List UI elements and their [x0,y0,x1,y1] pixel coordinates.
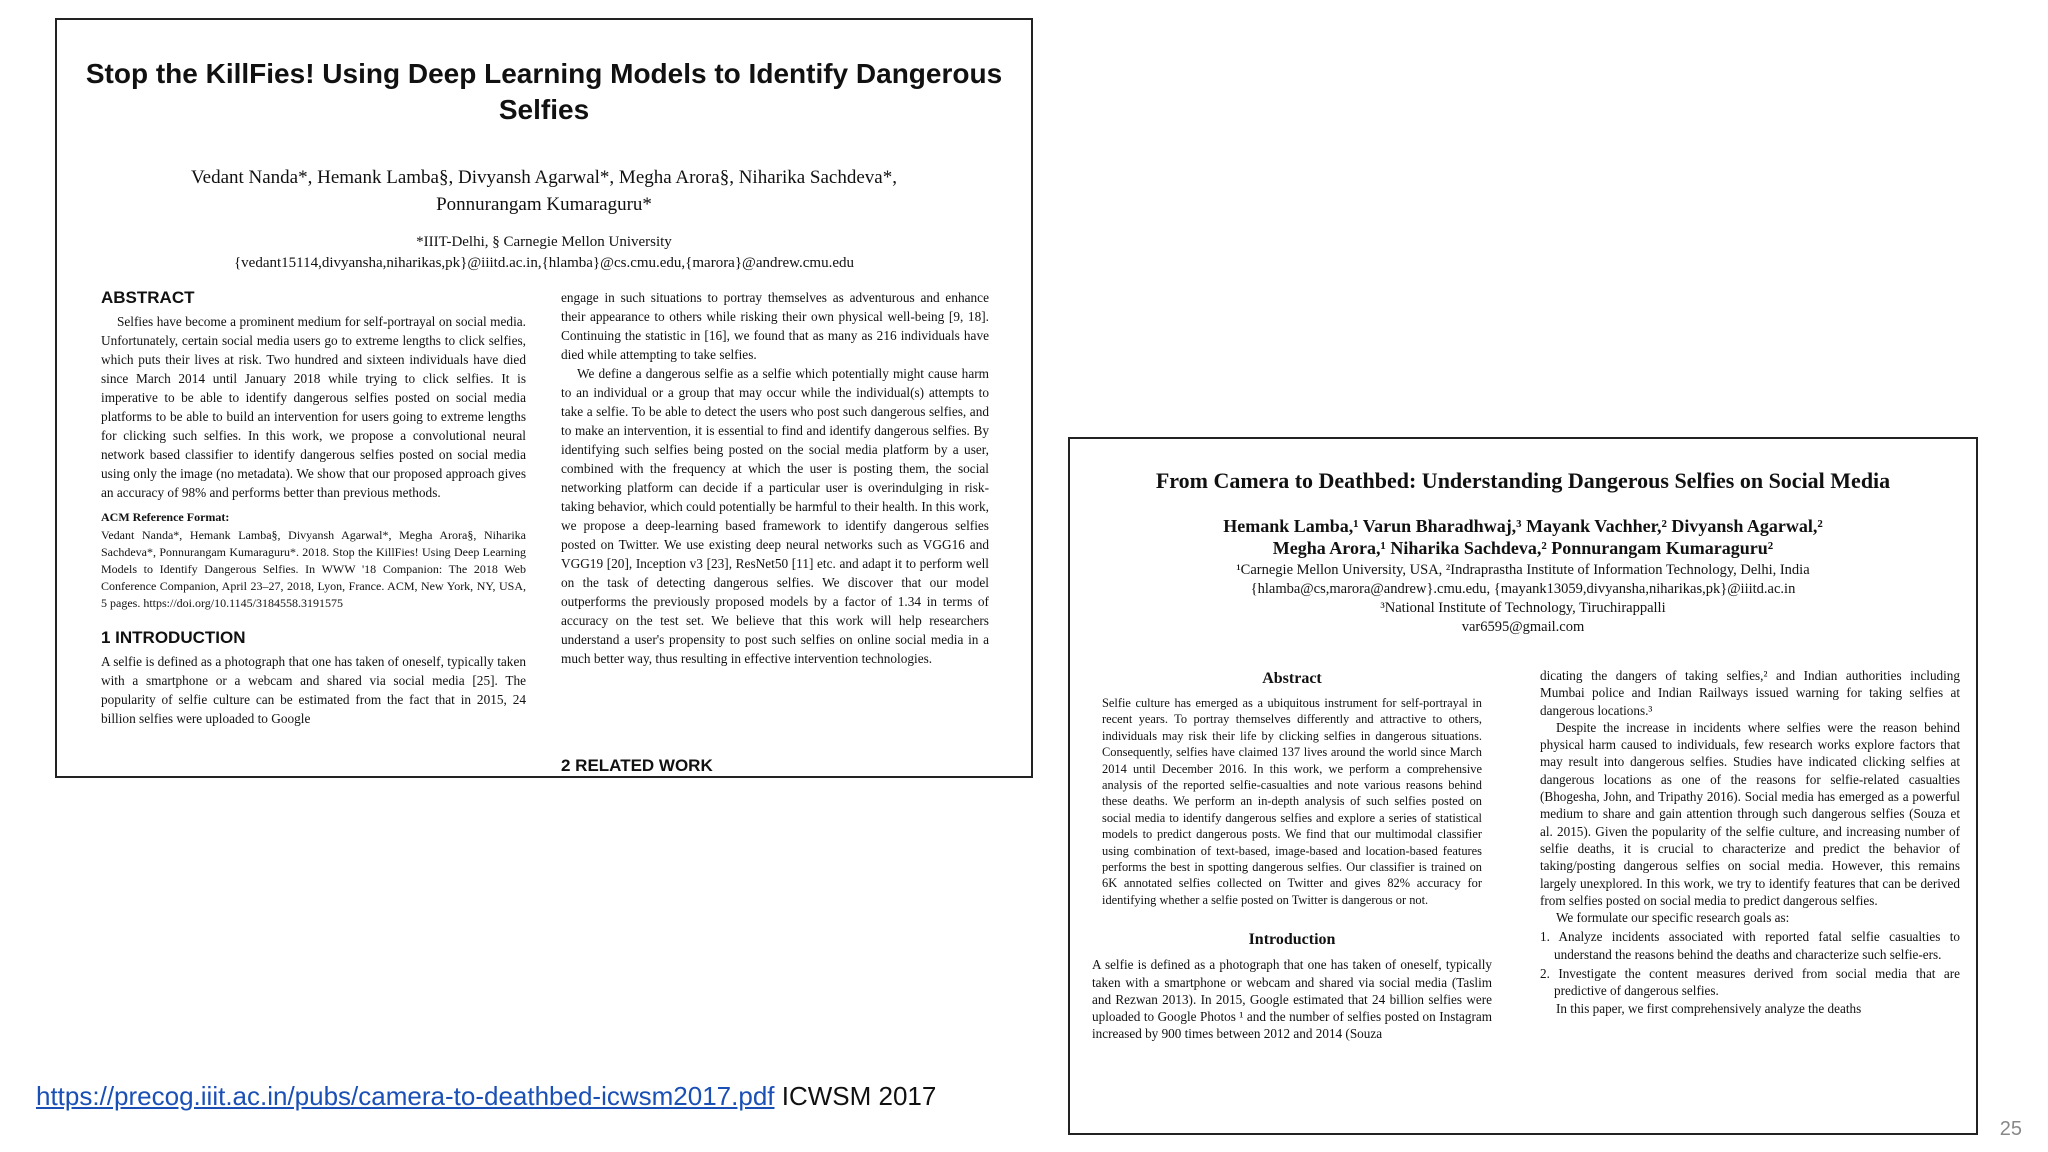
paper2-right-column [1540,667,1960,1017]
paper2-goal-1: 1. Analyze incidents associated with reported fatal selfie casualties to understand the reasons behind the deaths and characterize such selfie-ers. [1540,929,1960,962]
paper2-title: From Camera to Deathbed: Understanding Dangerous Selfies on Social Media [1155,468,1891,493]
paper2-left-column [1092,667,1492,1043]
venue-label: ICWSM 2017 [781,1081,937,1111]
paper1-title: Stop the KillFies! Using Deep Learning Models to Identify Dangerous Selfies [85,58,1003,125]
paper2-abstract-heading: Abstract [1262,670,1322,687]
paper2-affiliation [1070,561,1976,637]
paper1-authors-line2: Ponnurangam Kumaraguru* [436,194,652,215]
paper2-authors-line2: Megha Arora,¹ Niharika Sachdeva,² Ponnurangam Kumaraguru² [1272,538,1774,558]
paper2-authors-line1: Hemank Lamba,¹ Varun Bharadhwaj,³ Mayank Vachher,² Divyansh Agarwal,² [1223,516,1823,536]
paper1-abstract-heading: ABSTRACT [101,288,195,307]
paper1-affiliation-line: *IIIT-Delhi, § Carnegie Mellon University [416,234,672,250]
paper2-authors [1070,515,1976,559]
paper1-emails: {vedant15114,divyansha,niharikas,pk}@iiitd.ac.in,{hlamba}@cs.cmu.edu,{marora}@andrew.cmu.edu [233,255,855,271]
paper1-right-paragraph-1: engage in such situations to portray themselves as adventurous and enhance their appearance to others while risking their own physical well-being [9, 18]. Continuing the statistic in [16], we found that as many as 216 individuals have died while attempting to take selfies. [561,290,989,362]
paper1-intro-heading: 1 INTRODUCTION [101,628,246,647]
paper1-screenshot [55,18,1033,778]
paper2-affil-line1: ¹Carnegie Mellon University, USA, ²Indraprastha Institute of Information Technology, Delhi, India [1236,562,1810,578]
paper1-authors-line1: Vedant Nanda*, Hemank Lamba§, Divyansh Agarwal*, Megha Arora§, Niharika Sachdeva*, [191,167,897,188]
paper2-abstract: Selfie culture has emerged as a ubiquitous instrument for self-portrayal in recent years. To portray themselves differently and attractive to others, individuals may risk their life by clicking selfies in dangerous situations. Consequently, selfies have claimed 137 lives around the world since March 2014 until December 2016. In this work, we perform a comprehensive analysis of the reported selfie-casualties and note various reasons behind these deaths. We perform an in-depth analysis of such selfies posted on social media to identify dangerous selfies and explore a series of statistical models to predict dangerous posts. We find that our multimodal classifier using combination of text-based, image-based and location-based features performs the best in spotting dangerous selfies. Our classifier is trained on 6K annotated selfies collected on Twitter and gives 82% accuracy for identifying whether a selfie posted on Twitter is dangerous or not. [1102,696,1482,907]
paper1-right-paragraph-2: We define a dangerous selfie as a selfie which potentially might cause harm to an individual or a group that may occur while the individual(s) attempts to take a selfie. To be able to detect the users who post such dangerous selfies, and to make an intervention, it is essential to find and identify dangerous selfies. By identifying such selfies being posted on the social media platform by a user, combined with the frequency at which the user is posting them, the social networking platform can decide if a particular user is overindulging in risk-taking behavior, which could potentially be harmful to their health. In this work, we propose a deep-learning based framework to identify dangerous selfies posted on Twitter. We use existing deep neural networks such as VGG16 and VGG19 [20], Inception v3 [23], ResNet50 [11] etc. and adapt it to perform well on the task of detecting dangerous selfies. We discover that our model outperforms the previously proposed models by a factor of 1.34 in terms of accuracy on the test set. We believe that this work will help researchers understand a user's propensity to post such selfies on online social media in a much better way, thus resulting in effective intervention technologies. [561,366,989,666]
paper2-right-paragraph-2: Despite the increase in incidents where selfies were the reason behind physical harm caused to individuals, few research works explore factors that may result into dangerous selfies. Studies have indicated clicking selfies at dangerous locations as one of the reasons for selfie-related casualties (Bhogesha, John, and Tripathy 2016). Social media has emerged as a powerful medium to share and gain attention through such dangerous selfies (Souza et al. 2015). Given the popularity of the selfie culture, and increasing number of selfie deaths, it is crucial to characterize and predict the behavior of taking/posting dangerous selfies on social media. However, this remains largely unexplored. In this work, we try to identify features that can be derived from selfies posted on social media to predict dangerous selfies. [1540,719,1960,908]
paper1-abstract: Selfies have become a prominent medium for self-portrayal on social media. Unfortunately, certain social media users go to extreme lengths to click selfies, which puts their lives at risk. Two hundred and sixteen individuals have died since March 2014 until January 2018 while trying to click selfies. It is imperative to be able to identify dangerous selfies posted on social media platforms to be able to build an intervention for users going to extreme lengths for clicking such selfies. In this work, we propose a convolutional neural network based classifier to identify dangerous selfies posted on social media using only the image (no metadata). We show that our proposed approach gives an accuracy of 98% and performs better than previous methods. [101,314,526,500]
paper2-intro-heading: Introduction [1248,931,1336,949]
footer [36,1080,936,1112]
paper2-right-paragraph-1: dicating the dangers of taking selfies,² and Indian authorities including Mumbai police and Indian Railways issued warning for taking selfies at dangerous locations.³ [1540,668,1960,718]
paper2-intro-text: A selfie is defined as a photograph that one has taken of oneself, typically taken with a smartphone or webcam and shared via social media (Taslim and Rezwan 2013). In 2015, Google estimated that 24 billion selfies were uploaded to Google Photos ¹ and the number of selfies posted on Instagram increased by 900 times between 2012 and 2014 (Souza [1092,957,1492,1042]
paper1-authors [57,164,1031,218]
paper1-ref-text: Vedant Nanda*, Hemank Lamba§, Divyansh Agarwal*, Megha Arora§, Niharika Sachdeva*, Ponnurangam Kumaraguru*. 2018. Stop the KillFies! Using Deep Learning Models to Identify Dangerous Selfies. In WWW '18 Companion: The 2018 Web Conference Companion, April 23–27, 2018, Lyon, France. ACM, New York, NY, USA, 5 pages. https://doi.org/10.1145/3184558.3191575 [101,528,526,610]
page-number: 25 [1999,1118,2022,1140]
paper2-screenshot [1068,437,1978,1135]
paper1-intro-text: A selfie is defined as a photograph that one has taken of oneself, typically taken with a smartphone or a webcam and shared via social media [25]. The popularity of selfie culture can be estimated from the fact that in 2015, 24 billion selfies were uploaded to Google [101,654,526,726]
paper-link[interactable]: https://precog.iiit.ac.in/pubs/camera-to-deathbed-icwsm2017.pdf [36,1081,775,1111]
paper2-affil-line2: {hlamba@cs,marora@andrew}.cmu.edu, {mayank13059,divyansha,niharikas,pk}@iiitd.ac.in [1250,581,1796,597]
paper2-affil-line3: ³National Institute of Technology, Tiruchirappalli [1380,600,1666,616]
paper2-right-paragraph-3: We formulate our specific research goals as: [1556,910,1790,926]
paper2-goal-2: 2. Investigate the content measures derived from social media that are predictive of dangerous selfies. [1540,966,1960,999]
paper1-right-column [561,288,989,668]
paper2-right-paragraph-4: In this paper, we first comprehensively analyze the deaths [1556,1000,1862,1016]
paper1-ref-heading: ACM Reference Format: [101,510,230,524]
paper1-affiliation [57,232,1031,274]
paper1-left-column [101,286,526,728]
paper1-related-heading: 2 RELATED WORK [561,756,713,775]
paper2-affil-line4: var6595@gmail.com [1461,619,1585,635]
